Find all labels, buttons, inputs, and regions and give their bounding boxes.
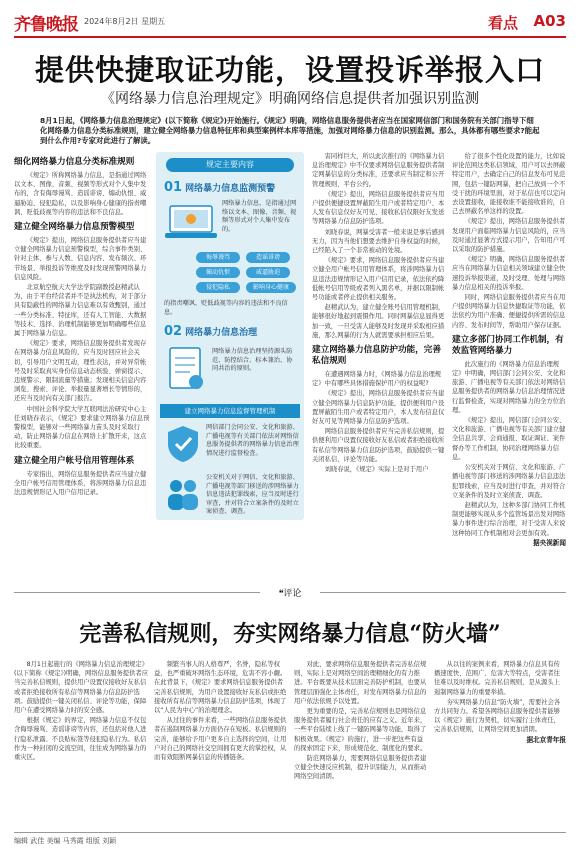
paragraph: 根据《规定》的界定，网络暴力信息不仅包含侮辱谩骂、造谣诽谤等内容，还包括对他人进行隐私泄露、不良贴标签等侵犯隐私行为。私信作为一种封闭的交流空间，往往成为网络暴力的重灾区。 [14,717,147,762]
paragraph: 防范网络暴力，需要网络信息服务提供者建立健全快速反应机制，提升识别能力，从而推动网络空间清朗。 [294,755,427,781]
paragraph: 专家指出，网络信息服务提供者应当建立健全用户帐号信用管理体系，将涉网络暴力信息违法违规情形记入用户信用记录。 [14,470,147,497]
paragraph: 害同样巨大，所以此次推行的《网络暴力信息治理规定》中不仅要求网络信息服务提供者制定网暴信息的分类标准，还要求应当制定和公开管理规则、平台公约。 [312,153,445,188]
paragraph: 更为重要的是，完善私信规则也是网络信息服务提供者履行社会责任的应有之义。近年来，一些平台陆续上线了一键防网暴等功能，取得了积极效果。《规定》的施行，进一步把这些有益的探索固定下来，形成规范化、制度化的要求。 [294,708,427,752]
masthead [14,6,566,38]
article-column-1 [14,152,150,588]
laptop-illustration-icon [164,202,218,244]
paragraph: 《规定》提出，网络信息服务提供者应当建立健全网络暴力信息防护功能，提供便利用户设置屏蔽陌生用户或者特定用户，本人发布信息仅好友可见等网络暴力信息防护选项。 [312,390,445,426]
item-text: 公安机关对于网信、文化和旅游、广播电视等部门移送的涉网络暴力信息违法犯罪线索，应当及时进行审查，并对符合立案条件的及时立案侦查、调查。 [206,474,299,515]
commentary-headline: 完善私信规则，夯实网络暴力信息“防火墙” [79,621,501,647]
commentary-label-text: 评论 [283,589,302,599]
paragraph: 8月1日起施行的《网络暴力信息治理规定》(以下简称《规定》)明确，网络信息服务提供者应当完善私信规则，提供用户设置仅接收好友私信或者拒绝接收所有私信等网络暴力信息防护选项。鼓励提供一键关闭私信、评论等功能，保障用户在遭受网络暴力时的安全感。 [14,661,148,715]
tag-pill: 煽动仇恨 [196,267,240,278]
paragraph: 同时，网络信息服务提供者应当在用户提供网络暴力信息快捷取证等功能，依法依约为用户准确、便捷提供所需的信息内容、发布时间等，帮助用户保存证据。 [452,294,566,329]
commentary-column-1 [14,660,148,828]
infographic-panel [156,152,304,520]
tag-pill: 影响身心健康 [246,282,296,293]
article-column-4 [452,152,566,588]
subheading: 建立网络暴力信息防护功能，完善私信规则 [312,345,441,367]
infographic-item-2 [164,324,296,339]
subheading: 建立健全网络暴力信息预警模型 [14,222,135,233]
item-heading: 网络暴力信息治理 [185,328,258,338]
infographic-title: 规定主要内容 [166,158,294,172]
document-illustration-icon [166,346,206,392]
paragraph: 从以往的案例来看，网络暴力信息具有传播速度快、范围广、危害大等特点，受害者往往难以及时维权。完善私信规则，是从源头上遏制网络暴力的重要举措。 [434,661,560,696]
paragraph: 《规定》要求，网络信息服务提供者应当建立健全用户帐号信用管理体系，将涉网络暴力信息违法违规情形记入用户信用记录，依法依约降低帐号信用等级或者列入黑名单，并据以限制帐号功能或者停止提供相关服务。 [312,257,445,302]
paragraph: 频繁当事人的人格尊严，名誉，隐私等权益，也严重破坏网络生态环境，危害不容小觑。在此背景下，《规定》要求网络信息服务提供者完善私信规则，为用户设置接收好友私信或拒绝接收所有私信等网络暴力信息防护选项，体现了以“人民为中心”的治理理念。 [154,661,287,715]
main-subhead: 《网络暴力信息治理规定》明确网络信息提供者加强识别监测 [101,91,479,107]
paragraph: 赵精武认为，这种多部门协同工作机制更能够实现从多个监管场景出发对网络暴力事件进行综合治理，对于受害人来说这种协同工作机制相对会更加有效。 [452,501,566,537]
dateline: 2024年8月2日 星期五 [84,17,166,26]
subheading: 建立多部门协同工作机制，有效监管网络暴力 [452,334,564,356]
subheading: 建立健全用户帐号信用管理体系 [14,455,135,466]
paragraph: 给了很多个性化设置的能力，比如说评论范围这类私信领域，用户可以去屏蔽特定用户，去确定自己的信息发布可见范围，包括一键防网暴，把自己放到一个不受干扰的环境里面，对于私信也可以定向去设置接收，能接收谁不能接收谁的，自己去屏蔽名单这样的设置。 [452,153,566,216]
item-text: 网络暴力信息治理坚持源头防范、防控结合、标本兼治、协同共治的原则。 [212,348,293,372]
paragraph: 刘晓春说，《规定》实际上是对于用户 [324,466,429,474]
paragraph: 此次施行的《网络暴力信息治理规定》中明确，网信部门会同公安、文化和旅游、广播电视等有关部门依法对网络信息服务提供者的网络暴力信息治理情况进行监督检查，实现对网络暴力的全方位治理。 [452,360,566,414]
paragraph: 《规定》提出，网络信息服务提供者发现用户面临网络暴力信息风险的，应当及时通过显著方式提示用户，告知用户可以采取的防护措施。 [452,218,566,254]
paragraph: 《规定》明确，网络信息服务提供者应当在网络暴力信息相关领域建立健全快速投诉举报渠道，及时受理、处理与网络暴力信息相关的投诉举报。 [452,256,566,291]
quote-icon: ❝ [278,589,284,599]
paragraph: 从过往的事件来看，一些网络信息服务提供者在遏制网络暴力方面仍存在短板。私信规则的完善，能够给予用户更多自主选择的空间，让用户对自己的网络社交空间拥有更大的掌控权，从而有效阻断网暴信息的传播链条。 [154,717,287,762]
commentary-column-4 [434,660,566,828]
paragraph: 北京航空航天大学法学院副教授赵精武认为，由于平台经营者并不是执法机构，对于部分具有隐蔽性的网络暴力信息难以有效甄别，通过一些分类标准、特征库，还有人工智能、大数据等技术、选择、治理机制能够更加明确哪些信息属于网络暴力信息。 [14,284,147,338]
paragraph: 公安机关对于网信、文化和旅游、广播电视等部门移送的涉网络暴力信息违法犯罪线索，应当及时进行审查，并对符合立案条件的及时立案侦查、调查。 [452,464,566,499]
item-heading: 网络暴力信息监测预警 [185,184,276,194]
subheading: 细化网络暴力信息分类标准规则 [14,157,135,167]
article-byline: 据央视新闻 [533,538,566,547]
commentary-column-3 [294,660,428,828]
lede-paragraph: 8月1日起，《网络暴力信息治理规定》(以下简称《规定》)开始施行。《规定》明确，网络信息服务提供者应当在国家网信部门和国务院有关部门指导下细化网络暴力信息分类标准规则，建立健全网络暴力信息特征库和典型案例样本库等措施，加强对网络暴力信息的识别监测。那么，具体都有哪些要求?能起到什么作用?专家对此进行了解读。 [40,116,540,145]
shield-illustration-icon [164,424,202,464]
paragraph: 中国社会科学院大学互联网法治研究中心主任刘晓春表示，《规定》要求建立网络暴力信息预警模型，能够对一些网络暴力苗头及时采取行动，防止网络暴力信息在网络上扩散开来，这点比较重要。 [14,405,150,450]
infographic-bar: 建立网络暴力信息监督管理机制 [160,404,300,418]
people-illustration-icon [164,474,202,514]
tag-pill: 侮辱谩骂 [196,252,240,263]
paragraph: 《规定》要求，网络信息服务提供者发现存在网络暴力信息风险的，应当及时回应社会关切，引导用户文明互动，理性表达，并对异常帐号及时采取真实身份信息动态核验、弹窗提示、违规警示、限制流量等措施；发现相关信息内容浏览、搜索、评论、举报量显著增长等情形的，还应当及时向有关部门报告。 [14,340,147,403]
commentary-column-2 [154,660,288,828]
paragraph: 在遭遇网络暴力时，《网络暴力信息治理规定》中有哪些具体措施保护用户的权益呢? [312,371,442,388]
infographic-item-1 [164,180,296,195]
paragraph: 赵精武认为，建立健全账号信用管理机制，能够很好地起到震慑作用。同时网暴信息显得更加一致，一旦受害人能够及时发现并采取相应措施，那么网暴的行为人就需要承担相应后果。 [312,304,445,339]
article-column-3 [312,152,446,588]
newspaper-logo: 齐鲁晚报 [14,15,78,35]
paragraph: 《规定》所称网络暴力信息，是指通过网络以文本、图像、音频、视频等形式对个人集中发布的，含有侮辱谩骂、造谣诽谤、煽动仇恨、威逼胁迫、侵犯隐私，以及影响身心健康的指责嘲讽、贬低歧视等内容的违法和不良信息。 [14,172,147,216]
item-text: 网信部门会同公安、文化和旅游、广播电视等有关部门依法对网络信息服务提供者的网络暴力信息治理情况进行监督检查。 [206,424,299,457]
paragraph: 《规定》提出，网络信息服务提供者应当用户提供便捷设置屏蔽陌生用户或者特定用户、本人发布信息仅好友可见、接收私信仅限好友发送等网络暴力信息防护选项。 [312,190,445,226]
page-footer: 编辑 武佳 美编 马秀霞 组版 刘颖 [14,832,566,846]
commentary-label [260,586,320,599]
paragraph: 对此，要求网络信息服务提供者完善私信规则，实际上是对网络空间治理精细化的有力推进。平台既要从技术层面完善防护机制，也要从管理层面强化主体责任，对发布网络暴力信息的用户依法依规予以处置。 [294,661,427,705]
paragraph: 刘晓春说，网暴受害者一般来说是事后感到无力，因为当他们想要去维护自身权益的时候，已经陷入了一个非常被动的处境。 [312,228,445,255]
item-number: 01 [164,180,183,195]
item-number: 02 [164,324,183,339]
paragraph: 网络信息服务提供者应当完善私信规则，提供便利用户设置仅接收好友私信或者拒绝接收所有私信等网络暴力信息防护选项，鼓励提供一键关闭私信、评论等功能。 [312,428,445,463]
paragraph: 夯实网络暴力信息“防火墙”，需要社会各方共同努力。希望各网络信息服务提供者能够以《规定》施行为契机，切实履行主体责任，完善私信规则，让网络空间更加清朗。 [434,698,561,734]
main-headline: 提供快捷取证功能，设置投诉举报入口 [34,53,545,87]
paragraph: 《规定》提出，网络信息服务提供者应当建立健全网络暴力信息预警模型，综合事件类别、针对主体、参与人数、信息内容、发布频次、环节场景、举报投诉等维度及时发现预警网络暴力信息风险。 [14,237,147,281]
tag-pill: 侵犯隐私 [196,282,240,293]
tag-pill: 威逼胁迫 [246,267,290,278]
item-text: 网络暴力信息，是指通过网络以文本、图像、音频、视频等形式对个人集中发布的。 [222,200,297,233]
section-name: 看点 [487,14,518,32]
tag-pill: 造谣诽谤 [246,252,290,263]
paragraph: 《规定》提出，网信部门会同公安、文化和旅游、广播电视等有关部门建立健全信息共享、会商通报、取证调证、案件督办等工作机制，协同治理网络暴力信息。 [452,417,566,461]
item-text: 的指责嘲讽、贬低歧视等内容的违法和不良信息。 [164,300,288,316]
page-number: A03 [533,12,566,30]
commentary-byline: 据北京青年报 [526,735,566,744]
